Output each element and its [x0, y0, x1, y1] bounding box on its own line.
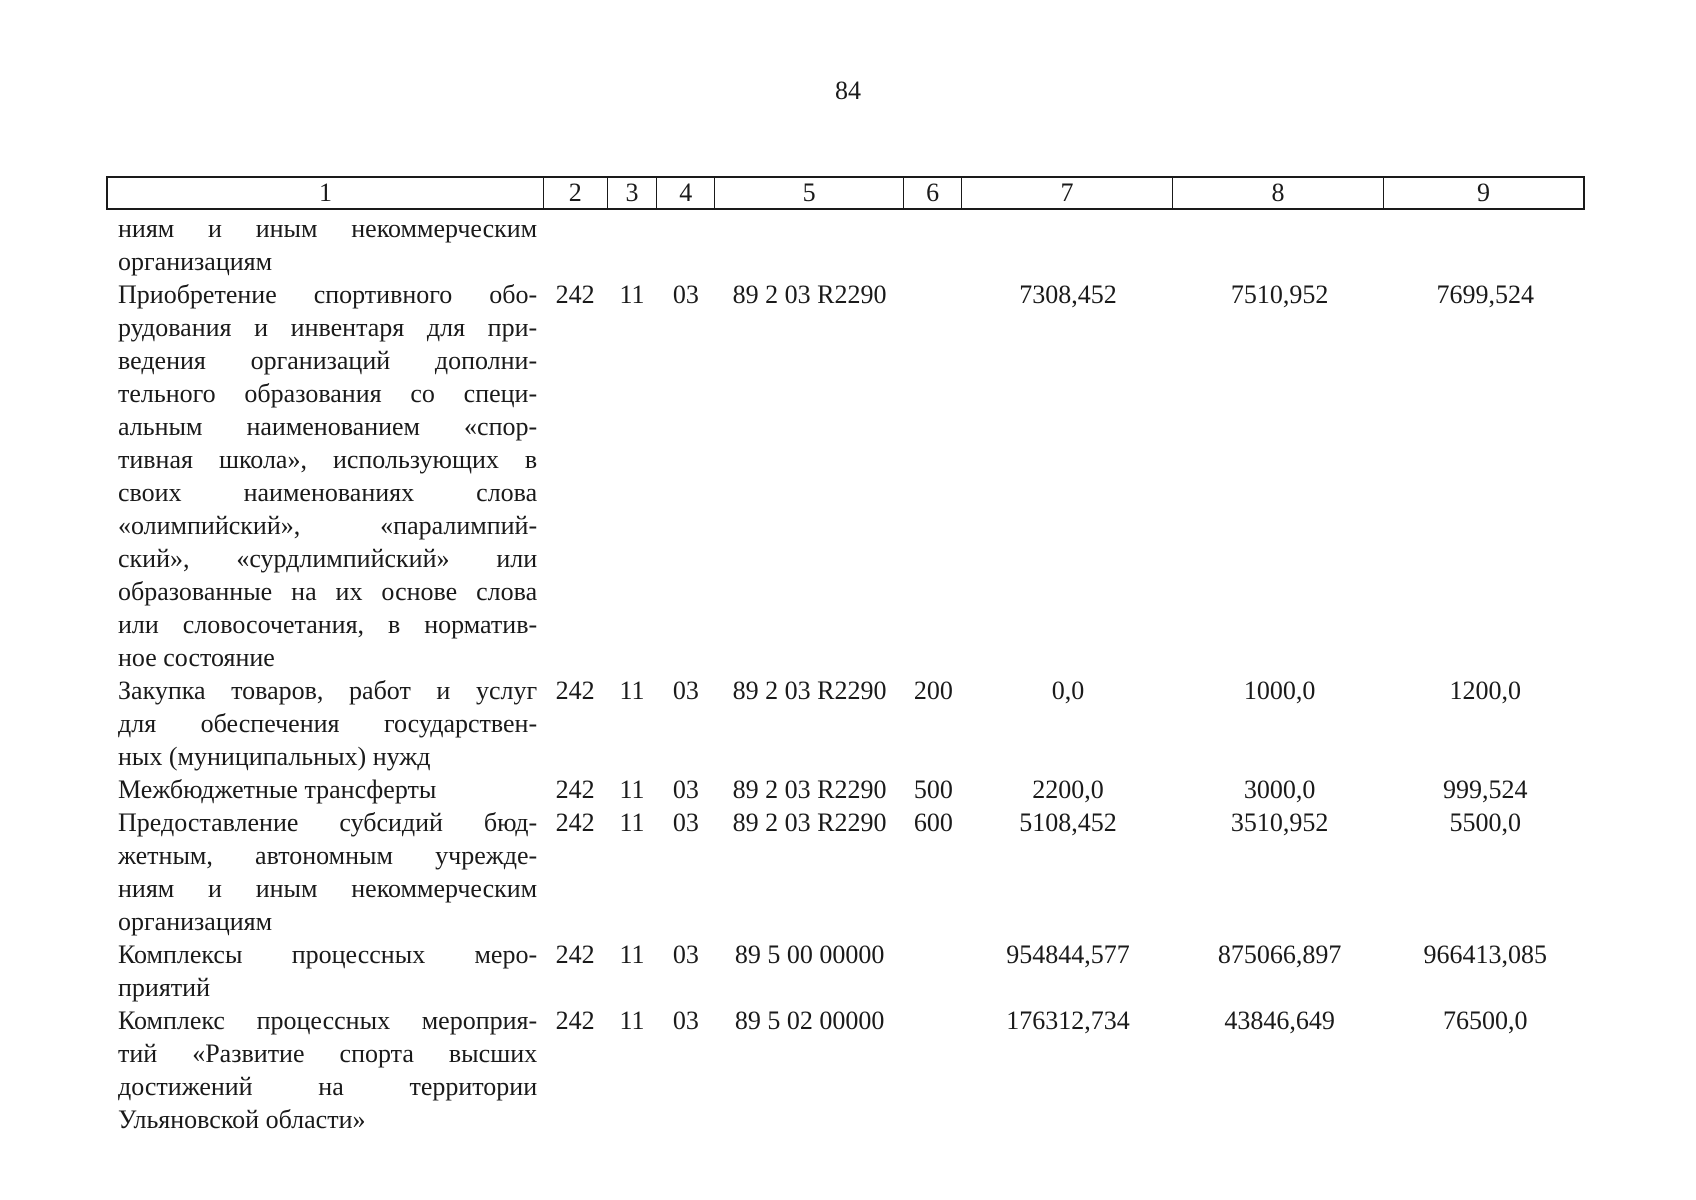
description-line: альным наименованием «спор-: [118, 412, 538, 441]
subsection-code: 03: [672, 1006, 699, 1035]
amount-col-7: 7308,452: [1019, 280, 1117, 309]
header-col-3: 3: [608, 178, 658, 208]
amount-col-9: 999,524: [1442, 775, 1528, 804]
row-description: [106, 1004, 543, 1136]
description-line: Закупка товаров, работ и услуг: [118, 676, 538, 705]
table-body: [106, 212, 1585, 1136]
amount-col-8: 3000,0: [1243, 775, 1316, 804]
amount-col-9: 966413,085: [1423, 940, 1547, 969]
description-line: Ульяновской области»: [118, 1105, 366, 1134]
subsection-code: 03: [672, 280, 699, 309]
table-row: [106, 938, 1585, 1004]
row-description: [106, 806, 543, 938]
description-line: Комплексы процессных меро-: [118, 940, 538, 969]
description-line: или словосочетания, в норматив-: [118, 610, 538, 639]
description-line: образованные на их основе слова: [118, 577, 538, 606]
amount-col-7: 5108,452: [1019, 808, 1117, 837]
grbs-code: 242: [555, 808, 595, 837]
amount-col-7: 0,0: [1051, 676, 1085, 705]
description-line: ский», «сурдлимпийский» или: [118, 544, 538, 573]
table-row: [106, 674, 1585, 773]
description-line: Комплекс процессных мероприя-: [118, 1006, 538, 1035]
description-line: организациям: [118, 907, 273, 936]
row-description: [106, 212, 543, 278]
description-line: достижений на территории: [118, 1072, 538, 1101]
amount-col-8: 875066,897: [1217, 940, 1342, 969]
amount-col-9: 1200,0: [1449, 676, 1521, 705]
header-col-6: 6: [904, 178, 962, 208]
target-article-code: 89 2 03 R2290: [732, 676, 887, 705]
description-line: ное состояние: [118, 643, 275, 672]
grbs-code: 242: [555, 280, 595, 309]
header-col-4: 4: [657, 178, 715, 208]
section-code: 11: [619, 1006, 645, 1035]
subsection-code: 03: [672, 775, 699, 804]
header-col-1: 1: [108, 178, 544, 208]
description-line: ниям и иным некоммерческим: [118, 214, 538, 243]
target-article-code: 89 5 00 00000: [734, 940, 885, 969]
section-code: 11: [619, 676, 645, 705]
description-line: тивная школа», использующих в: [118, 445, 538, 474]
expense-type-code: 200: [913, 676, 953, 705]
row-description: [106, 773, 543, 806]
subsection-code: 03: [672, 808, 699, 837]
description-line: тий «Развитие спорта высших: [118, 1039, 538, 1068]
amount-col-8: 43846,649: [1224, 1006, 1335, 1035]
section-code: 11: [619, 280, 645, 309]
header-col-9: 9: [1476, 178, 1490, 207]
description-line: своих наименованиях слова: [118, 478, 538, 507]
header-col-5: 5: [715, 178, 904, 208]
description-line: организациям: [118, 247, 273, 276]
table-row: [106, 1004, 1585, 1136]
table-header-row: [106, 176, 1585, 210]
description-line: ных (муниципальных) нужд: [118, 742, 431, 771]
expense-type-code: 600: [913, 808, 953, 837]
target-article-code: 89 5 02 00000: [734, 1006, 885, 1035]
row-description: [106, 674, 543, 773]
page-number: 84: [835, 76, 861, 105]
table-row: [106, 806, 1585, 938]
description-line: для обеспечения государствен-: [118, 709, 538, 738]
amount-col-9: 7699,524: [1436, 280, 1534, 309]
target-article-code: 89 2 03 R2290: [732, 280, 887, 309]
amount-col-7: 176312,734: [1006, 1006, 1130, 1035]
amount-col-9: 5500,0: [1449, 808, 1521, 837]
section-code: 11: [619, 808, 645, 837]
description-line: приятий: [118, 973, 210, 1002]
amount-col-9: 76500,0: [1442, 1006, 1528, 1035]
header-col-2: 2: [544, 178, 608, 208]
table-row: [106, 773, 1585, 806]
amount-col-8: 3510,952: [1230, 808, 1329, 837]
amount-col-7: 954844,577: [1006, 940, 1130, 969]
amount-col-8: 7510,952: [1230, 280, 1329, 309]
subsection-code: 03: [672, 940, 699, 969]
section-code: 11: [619, 775, 645, 804]
description-line: ведения организаций дополни-: [118, 346, 538, 375]
header-col-8: 8: [1173, 178, 1384, 208]
grbs-code: 242: [555, 676, 595, 705]
table-row: [106, 212, 1585, 278]
description-line: Предоставление субсидий бюд-: [118, 808, 538, 837]
amount-col-7: 2200,0: [1032, 775, 1104, 804]
target-article-code: 89 2 03 R2290: [732, 775, 887, 804]
expense-type-code: 500: [913, 775, 953, 804]
header-col-7: 7: [962, 178, 1173, 208]
grbs-code: 242: [555, 775, 595, 804]
description-line: Межбюджетные трансферты: [118, 775, 437, 804]
table-row: [106, 278, 1585, 674]
subsection-code: 03: [672, 676, 699, 705]
row-description: [106, 278, 543, 674]
amount-col-8: 1000,0: [1243, 676, 1316, 705]
description-line: жетным, автономным учрежде-: [118, 841, 538, 870]
description-line: «олимпийский», «паралимпий-: [118, 511, 538, 540]
row-description: [106, 938, 543, 1004]
description-line: Приобретение спортивного обо-: [118, 280, 538, 309]
grbs-code: 242: [555, 940, 595, 969]
description-line: ниям и иным некоммерческим: [118, 874, 538, 903]
description-line: рудования и инвентаря для при-: [118, 313, 538, 342]
grbs-code: 242: [555, 1006, 595, 1035]
target-article-code: 89 2 03 R2290: [732, 808, 887, 837]
section-code: 11: [619, 940, 645, 969]
description-line: тельного образования со специ-: [118, 379, 538, 408]
